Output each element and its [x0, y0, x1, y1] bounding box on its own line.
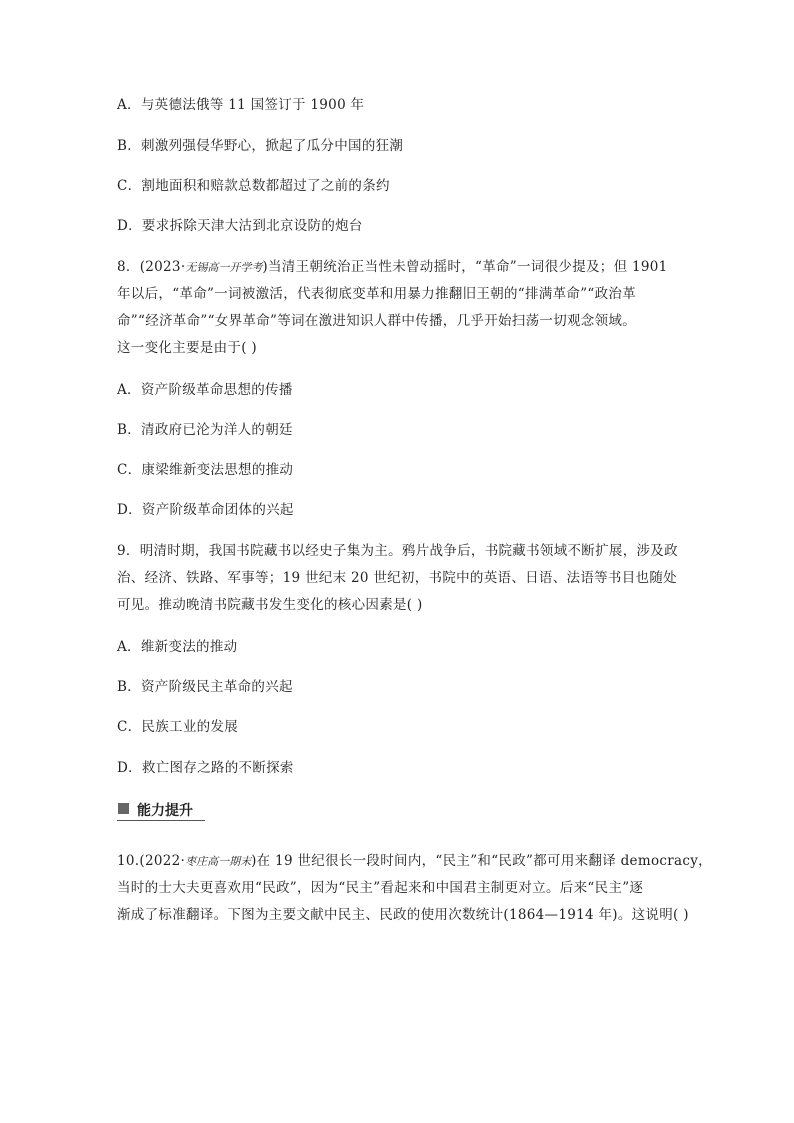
section-heading [117, 799, 205, 821]
q8-year: 2023· [145, 259, 186, 275]
q9-stem-line-1: 9．明清时期，我国书院藏书以经史子集为主。鸦片战争后，书院藏书领域不断扩展，涉及政 [117, 543, 678, 559]
q8-option-b: B．清政府已沦为洋人的朝廷 [117, 422, 293, 438]
q9-option-a: A．维新变法的推动 [117, 639, 238, 655]
q8-option-d: D．资产阶级革命团体的兴起 [117, 502, 294, 518]
q8-stem-line-4: 这一变化主要是由于( ) [117, 340, 257, 356]
q8-source: 无锡高一开学考 [185, 261, 263, 274]
section-square-icon [118, 803, 129, 814]
q7-option-b: B．刺激列强侵华野心，掀起了瓜分中国的狂潮 [117, 138, 404, 154]
section-underline [117, 820, 205, 821]
q8-stem-line-2: 年以后，“革命”一词被激活，代表彻底变革和用暴力推翻旧王朝的“排满革命”“政治革 [117, 286, 637, 302]
q8-option-a: A．资产阶级革命思想的传播 [117, 382, 293, 398]
q9-option-b: B．资产阶级民主革命的兴起 [117, 679, 293, 695]
q8-stem-line-1 [117, 258, 668, 277]
q10-year: 2022· [144, 853, 186, 869]
q9-option-c: C．民族工业的发展 [117, 719, 239, 735]
q10-source: 枣庄高一期末 [185, 855, 252, 868]
q7-option-d: D．要求拆除天津大沽到北京设防的炮台 [117, 218, 363, 234]
q9-stem-line-2: 治、经济、铁路、军事等；19 世纪末 20 世纪初，书院中的英语、日语、法语等书目也随处 [117, 570, 677, 586]
q10-number: 10.( [117, 853, 145, 869]
q10-stem-line-2: 当时的士大夫更喜欢用“民政”，因为“民主”看起来和中国君主制更对立。后来“民主”逐 [117, 880, 644, 896]
q8-line1-text: )当清王朝统治正当性未曾动摇时，“革命”一词很少提及；但 1901 [262, 259, 668, 275]
q8-stem-line-3: 命”“经济革命”“女界革命”等词在激进知识人群中传播，几乎开始扫荡一切观念领域。 [117, 313, 637, 329]
section-title: 能力提升 [137, 803, 193, 819]
q10-line1-text: )在 19 世纪很长一段时间内，“民主”和“民政”都可用来翻译 democracy， [251, 853, 712, 869]
q8-option-c: C．康梁维新变法思想的推动 [117, 462, 294, 478]
q9-stem-line-3: 可见。推动晚清书院藏书发生变化的核心因素是( ) [117, 597, 423, 613]
q9-option-d: D．救亡图存之路的不断探索 [117, 760, 294, 776]
q10-stem-line-3: 渐成了标准翻译。下图为主要文献中民主、民政的使用次数统计(1864—1914 年)。这说明( ) [117, 907, 689, 923]
q10-stem-line-1 [117, 852, 712, 871]
q7-option-c: C．割地面积和赔款总数都超过了之前的条约 [117, 178, 390, 194]
q7-option-a: A．与英德法俄等 11 国签订于 1900 年 [117, 97, 365, 113]
q8-number: 8．( [117, 259, 146, 275]
